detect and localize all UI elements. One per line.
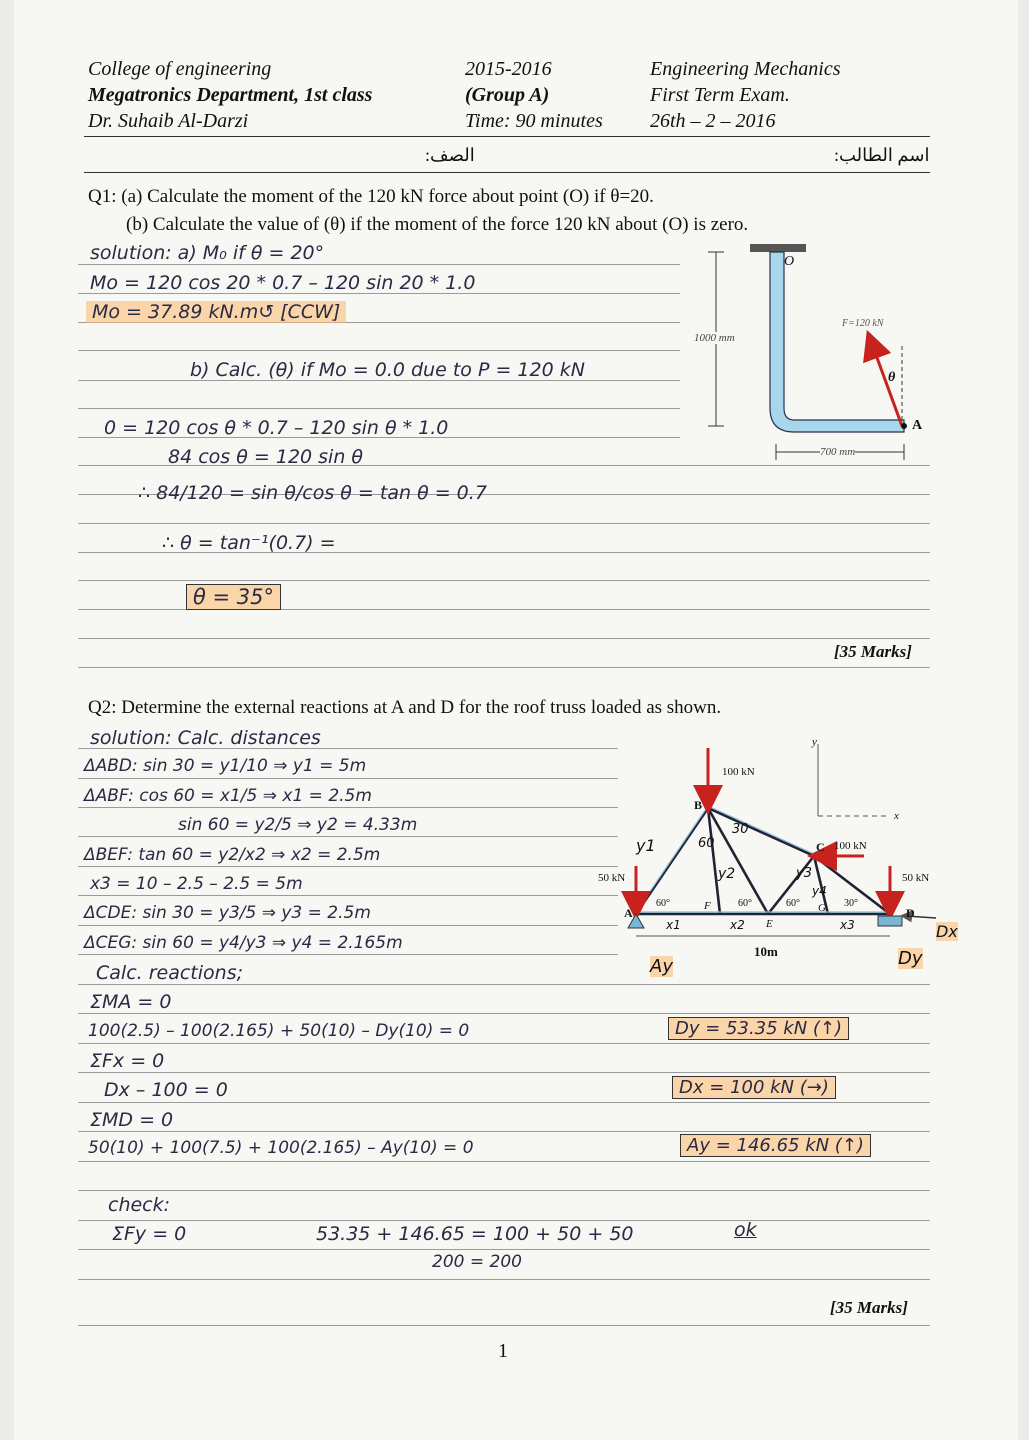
q2-node-b: B [694,798,703,812]
q2-rule [78,1325,930,1326]
q2-label-x3: x3 [840,918,855,932]
q1b-arctan: ∴ θ = tan⁻¹(0.7) = [162,532,336,554]
q2-axis-y: y [812,736,817,748]
q2-rule [78,1279,930,1280]
q1-force-label: F=120 kN [842,318,884,329]
q2-solution-heading: solution: Calc. distances [90,727,321,749]
q2-rule [78,954,618,955]
q2-node-a: A [624,906,633,920]
q2-label-y4: y4 [812,884,827,898]
q2-load-a: 50 kN [598,872,626,884]
q2-label-ay: Ay [650,956,673,977]
q1-figure [690,236,930,472]
q2-prompt: Q2: Determine the external reactions at A and D for the roof truss loaded as shown. [88,697,722,718]
q2-label-y2: y2 [718,866,736,882]
q2-node-e: E [766,918,773,930]
q2-sum-fx: ΣFx = 0 [90,1050,165,1072]
q2-rule [78,1102,930,1103]
q2-node-c: C [816,840,825,854]
q2-dy-result: Dy = 53.35 kN (↑) [668,1017,849,1040]
q1-rule [78,408,680,409]
q2-rule [78,925,618,926]
exam-type: First Term Exam. [650,84,790,106]
q2-angle-a: 60° [656,898,670,909]
q2-label-dx: Dx [936,922,958,941]
q1-moment-equation: Mo = 120 cos 20 * 0.7 – 120 sin 20 * 1.0 [90,272,476,294]
q2-rule [78,836,618,837]
q2-sum-fy: ΣFy = 0 [112,1223,187,1245]
q2-fx-equation: Dx – 100 = 0 [104,1079,228,1101]
q2-angle-d: 30° [844,898,858,909]
q2-rule [78,1072,930,1073]
q1-rule [78,523,930,524]
q2-label-y3: y3 [796,866,812,881]
q2-label-dy: Dy [898,948,923,969]
exam-time: Time: 90 minutes [465,110,603,132]
q2-md-equation: 50(10) + 100(7.5) + 100(2.165) – Ay(10) = 0 [88,1138,474,1158]
q2-span: 10m [754,944,778,959]
header-rule [84,136,930,137]
q1-prompt-b: (b) Calculate the value of (θ) if the moment of the force 120 kN about (O) is zero. [126,214,749,235]
q2-triangle-ceg: ΔCEG: sin 60 = y4/y3 ⇒ y4 = 2.165m [84,933,403,953]
q2-angle-b2: 60 [698,836,715,851]
q2-reactions-heading: Calc. reactions; [96,962,243,984]
q1-rule [78,264,680,265]
q1-prompt-a: Q1: (a) Calculate the moment of the 120 kN force about point (O) if θ=20. [88,186,654,207]
course-name: Engineering Mechanics [650,58,841,80]
q2-label-x2: x2 [730,918,745,932]
q2-rule [78,895,618,896]
q2-rule [78,1161,930,1162]
q1-rule [78,350,680,351]
q2-angle-b: 30 [732,822,749,837]
header-right [650,56,841,134]
q1-moment-result: Mo = 37.89 kN.m↺ [CCW] [86,301,346,323]
exam-date: 26th – 2 – 2016 [650,110,776,132]
q1-marks: [35 Marks] [834,642,912,661]
q1b-answer: θ = 35° [186,584,281,610]
q2-triangle-abf: ΔABF: cos 60 = x1/5 ⇒ x1 = 2.5m [84,786,372,806]
q2-rule [78,1190,930,1191]
department: Megatronics Department, 1st class [88,84,373,106]
q2-rule [78,1131,930,1132]
q2-rule [78,866,618,867]
q2-sum-ma: ΣMA = 0 [90,991,172,1013]
force-arrow [872,344,902,426]
q2-sum-md: ΣMD = 0 [90,1109,174,1131]
q1-point-a: A [912,418,923,433]
q2-rule [78,807,618,808]
bent-bar [770,252,904,432]
q1-rule [78,580,930,581]
q1b-heading: b) Calc. (θ) if Mo = 0.0 due to P = 120 kN [190,359,585,381]
q1-height-label: 1000 mm [694,332,735,344]
q1-rule [78,638,930,639]
q2-rule [78,1220,930,1221]
class-label: الصف: [425,145,475,165]
q2-x3: x3 = 10 – 2.5 – 2.5 = 5m [90,874,303,894]
header-left [88,56,372,134]
q2-check-heading: check: [108,1194,171,1216]
q2-check-ok: ok [734,1219,757,1241]
q1b-ratio: ∴ 84/120 = sin θ/cos θ = tan θ = 0.7 [138,482,487,504]
header-rule-2 [84,172,930,173]
q2-rule [78,1249,930,1250]
q2-load-d: 50 kN [902,872,930,884]
q1-solution-heading: solution: a) M₀ if θ = 20° [90,242,325,264]
q2-marks: [35 Marks] [830,1298,908,1317]
q2-rule [78,984,930,985]
q1b-step: 84 cos θ = 120 sin θ [168,446,364,468]
q2-rule [78,1043,930,1044]
q2-check-equation: 53.35 + 146.65 = 100 + 50 + 50 [316,1223,634,1245]
q2-ma-equation: 100(2.5) – 100(2.165) + 50(10) – Dy(10) = 0 [88,1021,470,1041]
q2-triangle-bef: ΔBEF: tan 60 = y2/x2 ⇒ x2 = 2.5m [84,845,381,865]
q2-node-d: D [906,906,915,920]
q2-rule [78,778,618,779]
q2-load-c: 100 kN [834,840,867,852]
q2-angle-e1: 60° [738,898,752,909]
q1b-equation: 0 = 120 cos θ * 0.7 – 120 sin θ * 1.0 [104,417,449,439]
page-number: 1 [498,1340,508,1362]
q1-rule [78,667,930,668]
q2-axis-x: x [894,810,899,822]
q2-ay-result: Ay = 146.65 kN (↑) [680,1134,871,1157]
q2-triangle-abd: ΔABD: sin 30 = y1/10 ⇒ y1 = 5m [84,756,367,776]
q2-triangle-cde: ΔCDE: sin 30 = y3/5 ⇒ y3 = 2.5m [84,903,371,923]
q2-truss-figure [596,736,966,984]
q2-rule [78,1013,930,1014]
student-name-label: اسم الطالب: [834,145,930,165]
group: (Group A) [465,84,550,106]
support-d [878,916,902,926]
point-a-dot [901,423,907,429]
q1-angle-label: θ [888,370,896,385]
q2-sin60: sin 60 = y2/5 ⇒ y2 = 4.33m [178,815,418,835]
wall-support [750,244,806,252]
academic-year: 2015-2016 [465,58,552,80]
q1-point-o: O [784,254,795,269]
q2-label-y1: y1 [636,836,656,855]
q2-load-b: 100 kN [722,766,755,778]
q2-check-result: 200 = 200 [432,1252,522,1272]
q2-label-x1: x1 [666,918,681,932]
header-center [465,56,603,134]
q2-node-g: G [818,902,826,914]
college-name: College of engineering [88,58,272,80]
q1-width-label: 700 mm [820,446,856,458]
q2-dx-result: Dx = 100 kN (→) [672,1076,836,1099]
q2-angle-e2: 60° [786,898,800,909]
q2-node-f: F [704,900,711,912]
instructor: Dr. Suhaib Al-Darzi [88,110,249,132]
